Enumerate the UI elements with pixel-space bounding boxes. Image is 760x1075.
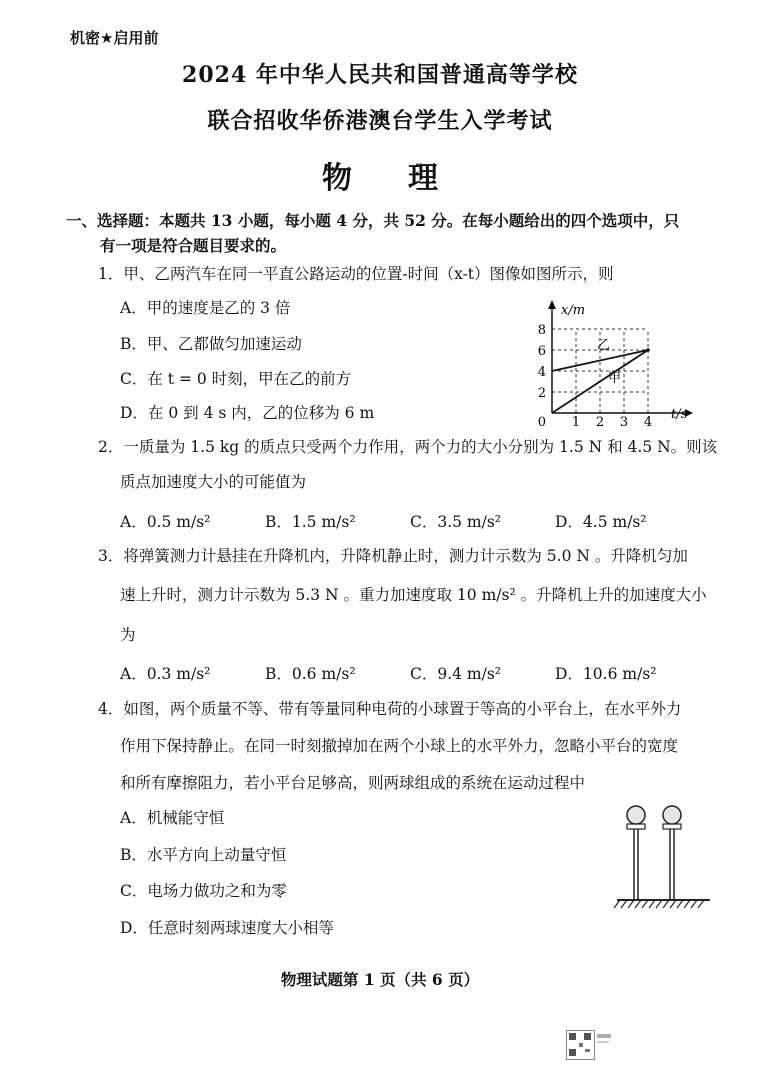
q4-option-c: C．电场力做功之和为零 — [120, 882, 287, 900]
y-tick-label: 6 — [537, 344, 546, 359]
y-tick-label: 8 — [537, 323, 546, 338]
graph-y-arrow — [548, 300, 556, 309]
x-tick-label: 2 — [595, 415, 605, 426]
charged-balls-figure — [612, 800, 717, 915]
y-tick-label: 2 — [537, 386, 546, 401]
q3-option-a: A．0.3 m/s² — [120, 665, 211, 683]
x-tick-label: 4 — [643, 415, 653, 426]
section-heading — [66, 208, 688, 258]
x-tick-label: 1 — [571, 415, 581, 426]
hatch-stroke — [635, 900, 641, 908]
q3-option-d: D．10.6 m/s² — [555, 665, 657, 683]
line-yi-label: 乙 — [597, 338, 611, 353]
hatch-stroke — [677, 900, 683, 908]
q2-option-a: A．0.5 m/s² — [120, 513, 211, 531]
confidential-label: 机密★启用前 — [70, 29, 159, 47]
q2-option-b: B．1.5 m/s² — [265, 513, 356, 531]
hatch-stroke — [691, 900, 697, 908]
q3-option-b: B．0.6 m/s² — [265, 665, 356, 683]
page-footer: 物理试题第 1 页（共 6 页） — [280, 970, 480, 989]
exam-title-line2: 联合招收华侨港澳台学生入学考试 — [207, 108, 553, 134]
section-heading-line1: 一、选择题：本题共 13 小题，每小题 4 分，共 52 分。在每小题给出的四个选项中，只 — [66, 211, 680, 230]
subject-char-1: 物 — [322, 161, 352, 196]
subject-char-2: 理 — [408, 161, 438, 196]
hatch-stroke — [628, 900, 634, 908]
left-ball-icon — [627, 806, 645, 824]
hatch-stroke — [656, 900, 662, 908]
x-tick-label: 0 — [537, 415, 546, 426]
hatch-stroke — [621, 900, 627, 908]
q1-option-d: D．在 0 到 4 s 内，乙的位移为 6 m — [120, 404, 375, 422]
q2-option-d: D．4.5 m/s² — [555, 513, 647, 531]
q2-line2: 质点加速度大小的可能值为 — [120, 473, 307, 491]
right-ball-icon — [663, 806, 681, 824]
graph-x-label: t/s — [671, 407, 688, 422]
exam-title-line1: 2024 年中华人民共和国普通高等学校 — [182, 62, 578, 88]
series-line-甲 — [552, 350, 648, 413]
q1-option-a: A．甲的速度是乙的 3 倍 — [120, 299, 291, 317]
x-tick-label: 3 — [619, 415, 629, 426]
right-platform — [663, 824, 681, 900]
q3-line2: 速上升时，测力计示数为 5.3 N 。重力加速度取 10 m/s² 。升降机上升的加速度大小 — [120, 586, 707, 604]
q4-line3: 和所有摩擦阻力，若小平台足够高，则两球组成的系统在运动过程中 — [120, 774, 586, 792]
hatch-stroke — [670, 900, 676, 908]
q3-line1: 3．将弹簧测力计悬挂在升降机内，升降机静止时，测力计示数为 5.0 N 。升降机匀加 — [98, 547, 688, 565]
q1-option-b: B．甲、乙都做匀加速运动 — [120, 335, 302, 353]
left-platform — [627, 824, 645, 900]
hatch-stroke — [614, 900, 620, 908]
q4-option-d: D．任意时刻两球速度大小相等 — [120, 919, 334, 937]
section-heading-line2: 有一项是符合题目要求的。 — [100, 236, 287, 255]
q1-stem: 1．甲、乙两汽车在同一平直公路运动的位置-时间（x-t）图像如图所示，则 — [98, 265, 614, 283]
q2-option-c: C．3.5 m/s² — [410, 513, 502, 531]
graph-y-label: x/m — [561, 303, 586, 318]
y-tick-label: 4 — [537, 365, 546, 380]
q4-option-a: A．机械能守恒 — [120, 809, 225, 827]
q1-option-c: C．在 t = 0 时刻，甲在乙的前方 — [120, 370, 352, 388]
q4-option-b: B．水平方向上动量守恒 — [120, 846, 287, 864]
ground-hatch — [614, 900, 704, 908]
q4-line1: 4．如图，两个质量不等、带有等量同种电荷的小球置于等高的小平台上，在水平外力 — [98, 700, 682, 718]
q3-line3: 为 — [120, 626, 136, 644]
xt-graph — [525, 296, 695, 426]
subject-title — [0, 153, 760, 197]
q3-option-c: C．9.4 m/s² — [410, 665, 502, 683]
qr-code-icon — [566, 1030, 612, 1060]
line-jia-label: 甲 — [608, 371, 622, 386]
hatch-stroke — [684, 900, 690, 908]
hatch-stroke — [642, 900, 648, 908]
hatch-stroke — [663, 900, 669, 908]
q2-line1: 2．一质量为 1.5 kg 的质点只受两个力作用，两个力的大小分别为 1.5 N 和 4.5 N。则该 — [98, 438, 718, 456]
hatch-stroke — [649, 900, 655, 908]
intersection-point — [646, 348, 650, 352]
hatch-stroke — [698, 900, 704, 908]
q4-line2: 作用下保持静止。在同一时刻撤掉加在两个小球上的水平外力，忽略小平台的宽度 — [120, 737, 679, 755]
